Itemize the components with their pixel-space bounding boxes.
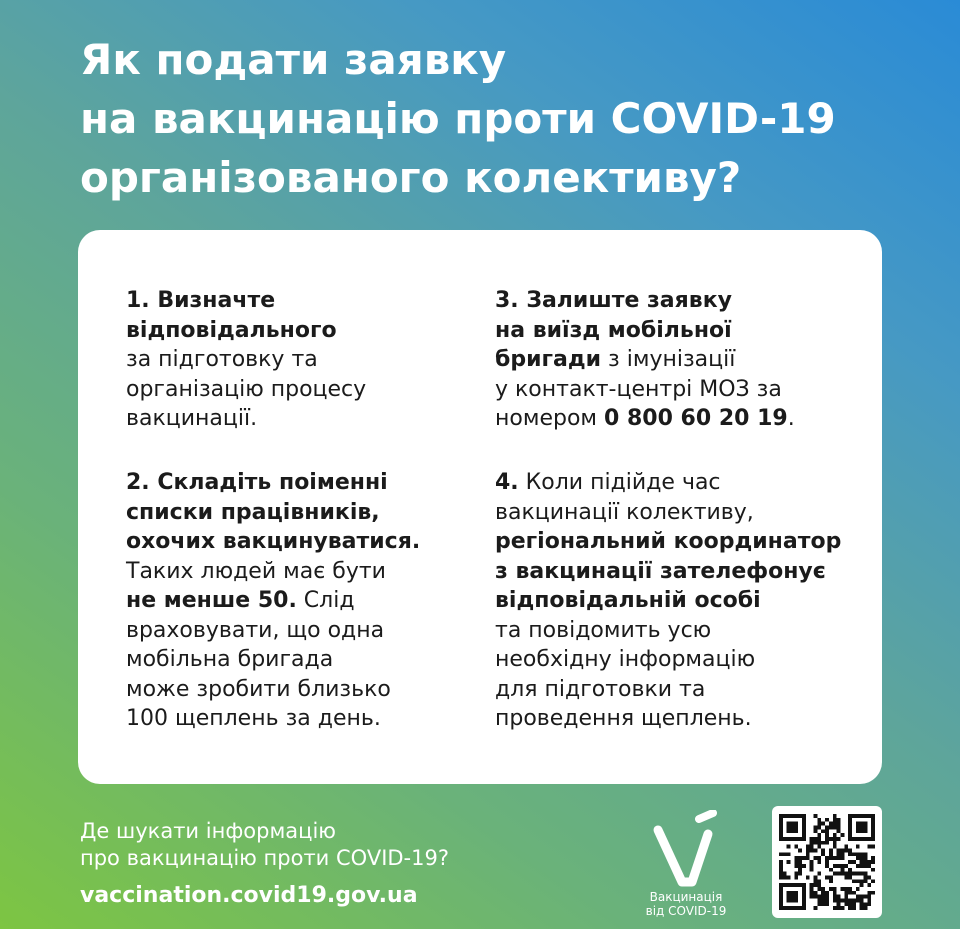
footer-question [80,818,449,872]
step-3-line-5 [495,404,795,434]
logo-text-line-1: Вакцинація [649,890,723,904]
step-2-line-5 [126,586,420,616]
step-4-number: 4. [495,470,519,495]
step-1-line-1: 1. Визначте [126,288,276,313]
steps-card [78,230,882,784]
title-line-2: на вакцинацію проти COVID-19 [80,94,836,143]
step-4-line-8: для підготовки та [495,676,706,702]
qr-code-icon [779,814,875,910]
step-3-line-2: на виїзд мобільної [495,317,732,343]
step-4-line-4: з вакцинації зателефонує [495,558,826,584]
step-2-line-5-bold: не менше 50. [126,588,297,613]
step-4-line-3: регіональний координатор [495,529,842,554]
step-4-line-1 [495,468,841,498]
step-3-line-5-start: номером [495,406,604,431]
logo-text-line-2: від COVID-19 [645,904,727,918]
step-2-line-7: мобільна бригада [126,647,334,672]
step-4-line-6: та повідомить усю [495,617,712,643]
step-3-line-3-bold: бригади [495,347,602,372]
step-4-line-9: проведення щеплень. [495,706,752,731]
footer-question-line-1: Де шукати інформацію [80,819,336,843]
step-3-line-5-end: . [787,406,795,431]
step-4-line-7: необхідну інформацію [495,647,756,672]
step-3 [495,286,795,434]
step-3-line-3-rest: з імунізації [601,347,736,372]
step-1-line-2: відповідального [126,317,337,343]
title-line-1: Як подати заявку [80,35,507,84]
step-2-line-3: охочих вакцинуватися. [126,529,421,554]
vaccination-logo-icon [652,810,720,888]
step-2-line-1: 2. Складіть поіменні [126,470,388,495]
step-4-line-1-rest: Коли підійде час [518,470,721,495]
qr-code[interactable] [772,806,882,918]
step-1-line-5: вакцинації. [126,406,258,431]
footer-question-line-2: про вакцинацію проти COVID-19? [80,846,449,870]
step-3-line-4: у контакт-центрі МОЗ за [495,376,782,402]
step-1-line-4: організацію процесу [126,376,367,402]
step-2-line-6: враховувати, що одна [126,617,385,643]
step-2-line-4: Таких людей має бути [126,558,386,584]
step-4 [495,468,841,734]
step-2-line-8: може зробити близько [126,676,391,702]
title-line-3: організованого колективу? [80,153,742,202]
step-1-line-3: за підготовку та [126,347,318,372]
step-4-line-5: відповідальній особі [495,588,761,613]
step-1 [126,286,366,434]
step-2-line-9: 100 щеплень за день. [126,706,381,731]
step-2-line-2: списки працівників, [126,499,380,525]
step-4-line-2: вакцинації колективу, [495,499,754,525]
phone-number: 0 800 60 20 19 [604,406,788,431]
step-3-line-3 [495,345,795,375]
footer-url-link[interactable]: vaccination.covid19.gov.ua [80,883,418,908]
vaccination-logo [636,808,736,926]
step-3-line-1: 3. Залиште заявку [495,288,732,313]
step-2 [126,468,420,734]
page-title [80,30,940,207]
step-2-line-5-rest: Слід [296,588,355,613]
